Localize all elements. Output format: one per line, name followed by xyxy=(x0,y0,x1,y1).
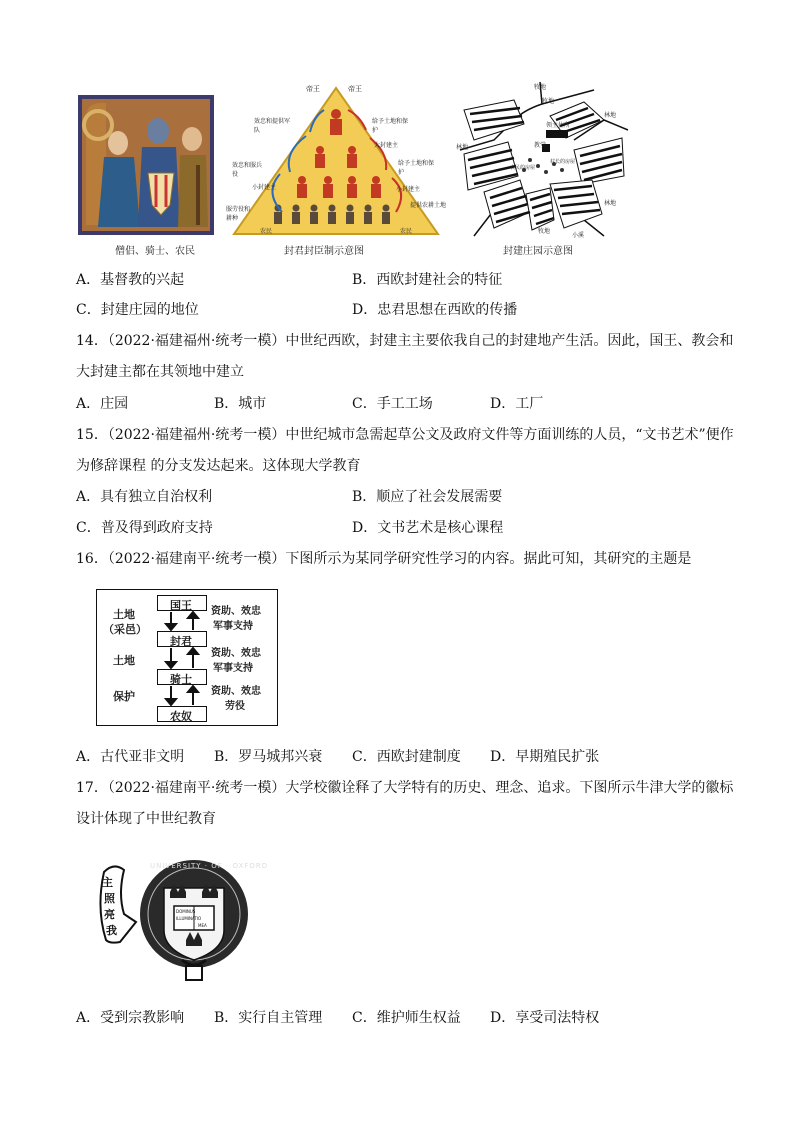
diagram-right-4: 军事支持 xyxy=(213,663,253,674)
diagram-right-1: 资助、效忠 xyxy=(211,606,261,617)
diagram-right-5: 资助、效忠 xyxy=(211,686,261,697)
map-label-1: 牧地 xyxy=(534,84,547,91)
q16-option-d[interactable]: D．早期殖民扩张 xyxy=(490,749,600,765)
q16-option-a[interactable]: A．古代亚非文明 xyxy=(76,749,185,765)
q15-option-d[interactable]: D．文书艺术是核心课程 xyxy=(352,520,504,536)
seal-ring-text: UNIVERSITY · OF · OXFORD xyxy=(150,862,269,870)
q13-option-c[interactable]: C．封建庄园的地位 xyxy=(76,302,199,318)
map-label-8: 村长的房屋 xyxy=(550,159,576,165)
q14-option-b[interactable]: B．城市 xyxy=(214,396,267,412)
pyramid-label-top-right: 帝王 xyxy=(348,85,362,93)
q15-option-a[interactable]: A．具有独立自治权利 xyxy=(76,489,213,505)
q13-option-a[interactable]: A．基督教的兴起 xyxy=(76,272,185,288)
q16-option-c[interactable]: C．西欧封建制度 xyxy=(352,749,461,765)
map-label-2: 牧地 xyxy=(542,98,555,105)
map-label-4: 教堂 xyxy=(534,142,547,149)
diagram-right-6: 劳役 xyxy=(225,701,245,712)
caption-manuscript: 僧侣、骑士、农民 xyxy=(115,246,195,257)
map-label-11: 小溪 xyxy=(572,232,585,239)
diagram-right-2: 军事支持 xyxy=(213,621,253,632)
diagram-node-serf: 农奴 xyxy=(157,706,207,722)
feudal-pyramid-diagram xyxy=(224,82,448,240)
illuminated-manuscript-image xyxy=(78,95,214,235)
pyramid-label-left-4: 服劳役和耕种 xyxy=(226,206,251,222)
q14-option-a[interactable]: A．庄园 xyxy=(76,396,129,412)
caption-manor: 封建庄园示意图 xyxy=(503,246,573,257)
map-label-7: 农民的房屋 xyxy=(510,165,536,171)
diagram-left-land-1: 土地 xyxy=(113,608,135,621)
bubble-char-2: 照 xyxy=(104,892,115,905)
q14-stem-line2: 大封建主都在其领地中建立 xyxy=(76,364,244,380)
map-label-6: 林地 xyxy=(604,112,617,119)
diagram-right-3: 资助、效忠 xyxy=(211,648,261,659)
q17-option-a[interactable]: A．受到宗教影响 xyxy=(76,1010,185,1026)
book-text-1: DOMINUS xyxy=(176,909,196,914)
pyramid-label-bottom-right: 农民 xyxy=(400,228,413,235)
pyramid-label-right-3: 给予土地和保护 xyxy=(398,160,435,176)
q17-stem-line2: 设计体现了中世纪教育 xyxy=(76,811,216,827)
book-text-2: ILLUMINATIO xyxy=(176,916,202,921)
diagram-arrows xyxy=(157,590,207,727)
q14-option-d[interactable]: D．工厂 xyxy=(490,396,544,412)
q13-option-d[interactable]: D．忠君思想在西欧的传播 xyxy=(352,302,518,318)
q15-option-b[interactable]: B．顺应了社会发展需要 xyxy=(352,489,503,505)
q17-stem-line1: 17．（2022·福建南平·统考一模）大学校徽诠释了大学特有的历史、理念、追求。下图所示牛津大学的徽标 xyxy=(76,780,734,796)
pyramid-label-left-1: 效忠和提供军队 xyxy=(254,118,291,134)
manor-map-diagram xyxy=(454,80,630,238)
map-label-5: 林地 xyxy=(456,144,469,151)
q16-option-b[interactable]: B．罗马城邦兴衰 xyxy=(214,749,323,765)
pyramid-label-right-4: 小封建主 xyxy=(396,186,421,193)
bubble-char-4: 我 xyxy=(106,924,117,937)
map-label-9: 林地 xyxy=(604,200,617,207)
pyramid-label-left-2: 效忠和服兵役 xyxy=(232,162,263,178)
q17-option-c[interactable]: C．维护师生权益 xyxy=(352,1010,461,1026)
feudal-hierarchy-diagram xyxy=(96,589,278,726)
book-text-3: MEA xyxy=(198,923,207,928)
diagram-left-fief: （采邑） xyxy=(103,623,147,636)
q16-stem-line1: 16．（2022·福建南平·统考一模）下图所示为某同学研究性学习的内容。据此可知，其研究的主题是 xyxy=(76,551,692,567)
bubble-char-3: 亮 xyxy=(104,908,115,921)
pyramid-label-right-2: 大封建主 xyxy=(374,142,399,149)
q14-stem-line1: 14．（2022·福建福州·统考一模）中世纪西欧，封建主主要依我自己的封建地产生活。因此，国王、教会和 xyxy=(76,333,734,349)
pyramid-label-right-1: 给予土地和保护 xyxy=(372,118,409,134)
map-label-10: 牧地 xyxy=(538,228,551,235)
pyramid-label-right-5: 提供农耕土地 xyxy=(410,202,447,209)
pyramid-label-top-left: 帝王 xyxy=(306,85,320,93)
q15-stem-line2: 为修辞课程 的分支发达起来。这体现大学教育 xyxy=(76,458,361,474)
caption-pyramid: 封君封臣制示意图 xyxy=(284,246,364,257)
q13-option-b[interactable]: B．西欧封建社会的特征 xyxy=(352,272,503,288)
pyramid-label-left-3: 小封建主 xyxy=(252,184,277,191)
map-label-3: 领主住所 xyxy=(546,122,571,129)
pyramid-label-bottom-left: 农民 xyxy=(260,228,273,235)
q17-option-d[interactable]: D．享受司法特权 xyxy=(490,1010,600,1026)
oxford-university-crest xyxy=(90,848,269,983)
diagram-left-land-2: 土地 xyxy=(113,654,135,667)
bubble-char-1: 主 xyxy=(102,876,113,889)
q15-stem-line1: 15．（2022·福建福州·统考一模）中世纪城市急需起草公文及政府文件等方面训练的人员，“文书艺术”便作 xyxy=(76,427,734,443)
q14-option-c[interactable]: C．手工工场 xyxy=(352,396,433,412)
q17-option-b[interactable]: B．实行自主管理 xyxy=(214,1010,323,1026)
diagram-node-king: 国王 xyxy=(157,595,207,611)
diagram-node-knight: 骑士 xyxy=(157,669,207,685)
diagram-left-protect: 保护 xyxy=(113,690,135,703)
diagram-node-lord: 封君 xyxy=(157,631,207,647)
q15-option-c[interactable]: C．普及得到政府支持 xyxy=(76,520,213,536)
